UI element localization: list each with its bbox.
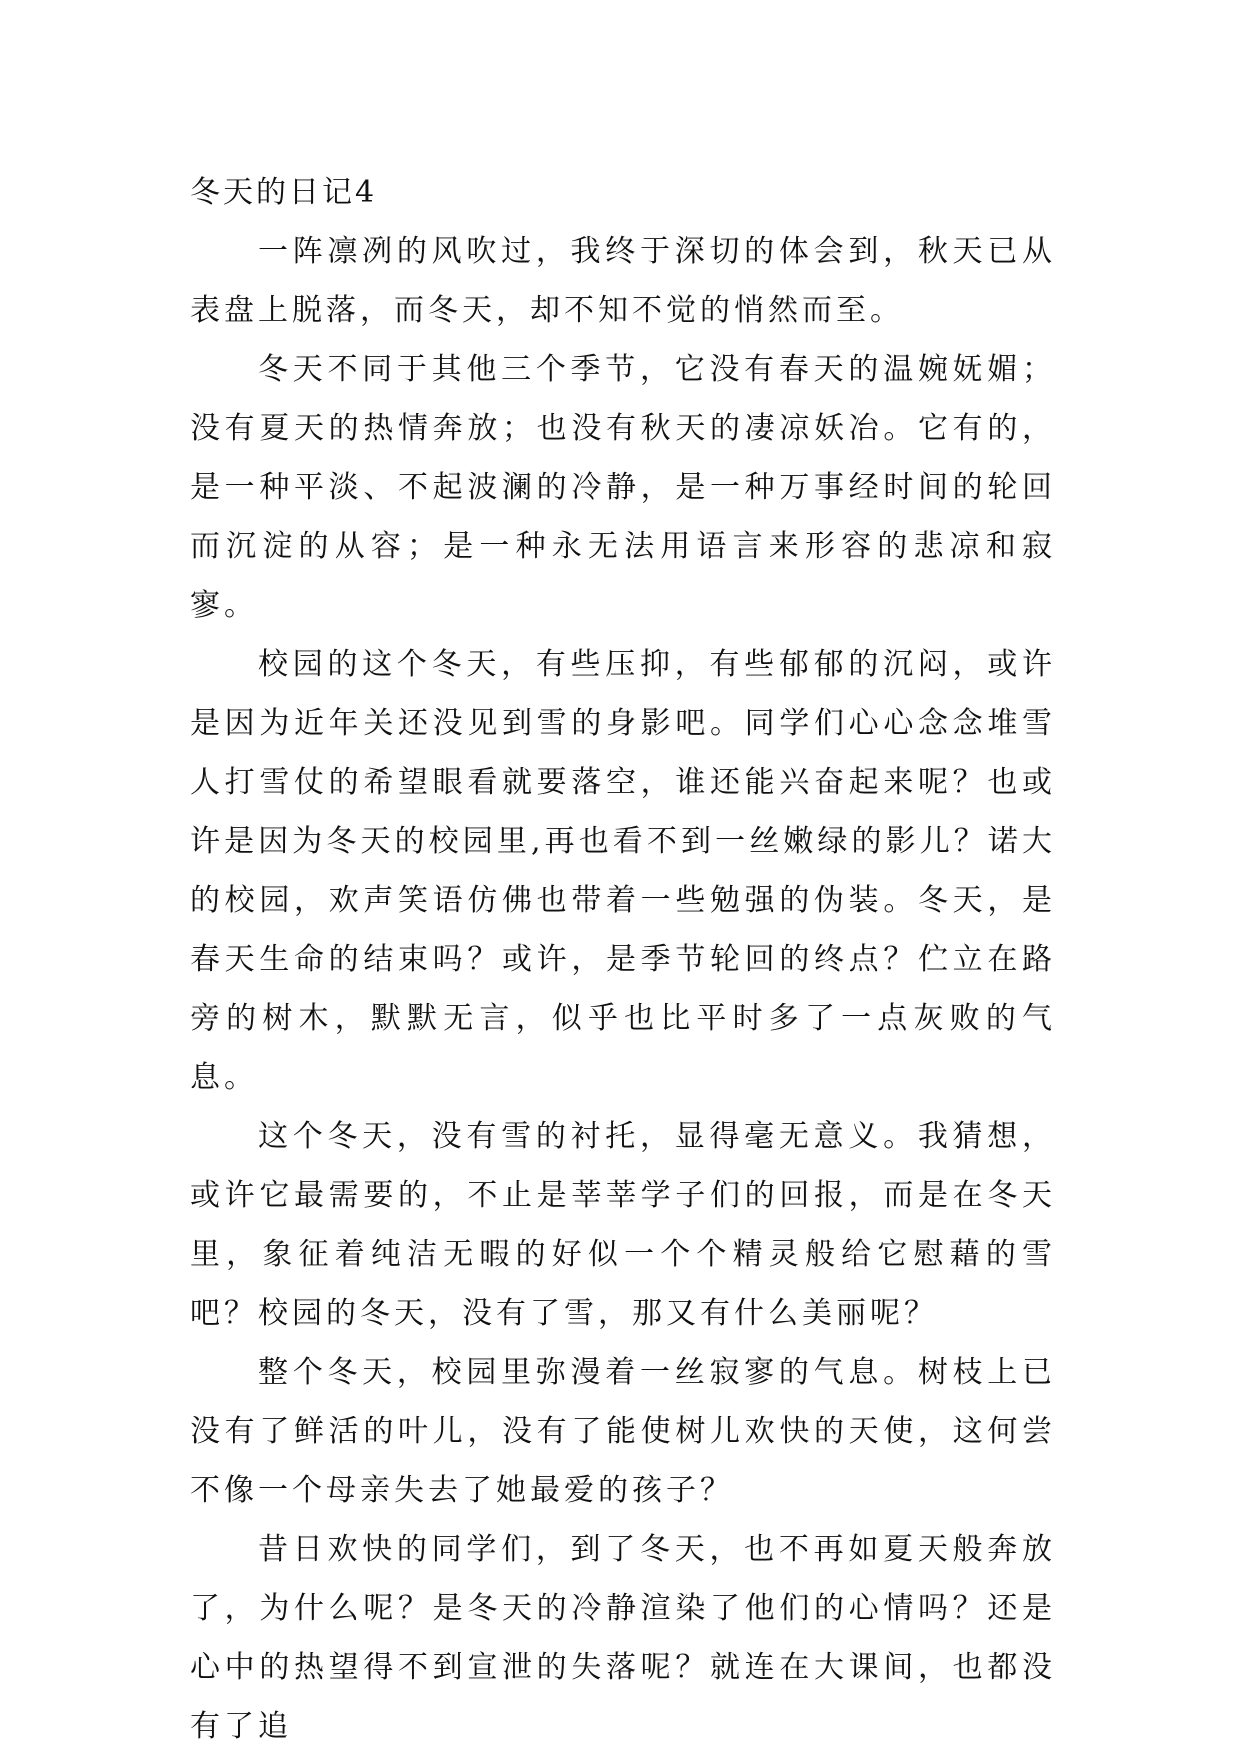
- paragraph-6: 昔日欢快的同学们，到了冬天，也不再如夏天般奔放了，为什么呢？是冬天的冷静渲染了他们的心情吗？还是心中的热望得不到宣泄的失落呢？就连在大课间，也都没有了追: [190, 1532, 1056, 1744]
- paragraph-3: 校园的这个冬天，有些压抑，有些郁郁的沉闷，或许是因为近年关还没见到雪的身影吧。同学们心心念念堆雪人打雪仗的希望眼看就要落空，谁还能兴奋起来呢？也或许是因为冬天的校园里,再也看不到一丝嫩绿的影儿？诺大的校园，欢声笑语仿佛也带着一些勉强的伪装。冬天，是春天生命的结束吗？或许，是季节轮回的终点？伫立在路旁的树木，默默无言，似乎也比平时多了一点灰败的气息。: [190, 647, 1056, 1095]
- paragraph-4: 这个冬天，没有雪的衬托，显得毫无意义。我猜想，或许它最需要的，不止是莘莘学子们的回报，而是在冬天里，象征着纯洁无暇的好似一个个精灵般给它慰藉的雪吧？校园的冬天，没有了雪，那又有什么美丽呢？: [190, 1119, 1056, 1331]
- paragraph-5: 整个冬天，校园里弥漫着一丝寂寥的气息。树枝上已没有了鲜活的叶儿，没有了能使树儿欢快的天使，这何尝不像一个母亲失去了她最爱的孩子？: [190, 1355, 1056, 1508]
- document-title: 冬天的日记4: [190, 175, 378, 210]
- paragraph-1: 一阵凛冽的风吹过，我终于深切的体会到，秋天已从表盘上脱落，而冬天，却不知不觉的悄然而至。: [190, 234, 1056, 328]
- paragraph-2: 冬天不同于其他三个季节，它没有春天的温婉妩媚；没有夏天的热情奔放；也没有秋天的凄凉妖冶。它有的，是一种平淡、不起波澜的冷静，是一种万事经时间的轮回而沉淀的从容；是一种永无法用语言来形容的悲凉和寂寥。: [190, 352, 1056, 623]
- document-body: [190, 163, 1056, 1756]
